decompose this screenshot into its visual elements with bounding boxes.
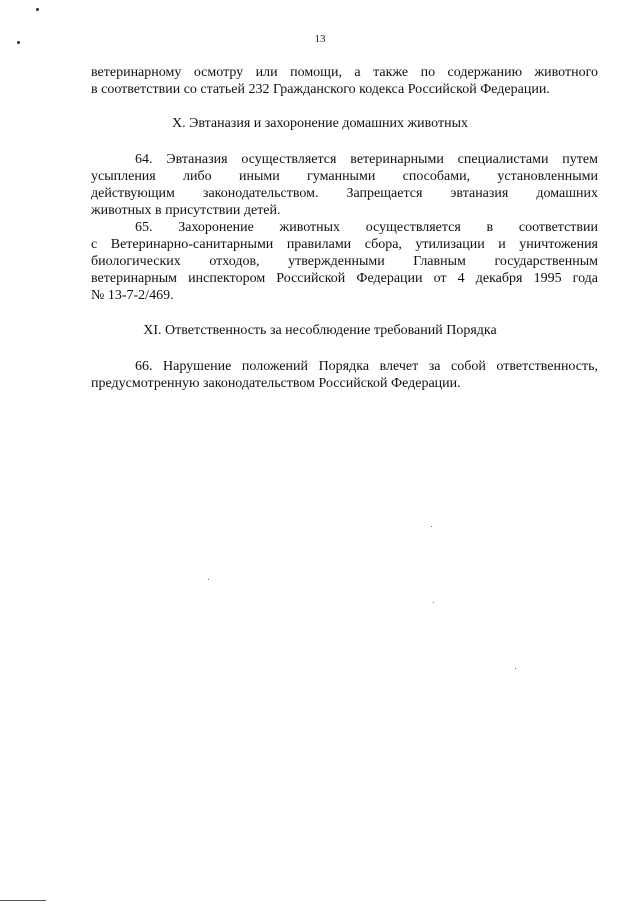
text-line: предусмотренную законодательством Российской Федерации. <box>91 376 461 391</box>
section-heading-xi: XI. Ответственность за несоблюдение требований Порядка <box>143 323 497 338</box>
section-heading-x: X. Эвтаназия и захоронение домашних животных <box>171 116 468 131</box>
scan-speck <box>433 602 434 603</box>
scan-speck <box>515 668 516 669</box>
text-line: усыпления либо иными гуманными способами, установленными <box>91 169 598 184</box>
text-line: животных в присутствии детей. <box>91 203 281 218</box>
text-line: 66. Нарушение положений Порядка влечет за собой ответственность, <box>135 359 598 374</box>
paragraph-continuation <box>91 64 598 98</box>
scan-speck <box>36 8 39 11</box>
text-line: действующим законодательством. Запрещается эвтаназия домашних <box>91 186 598 201</box>
text-line: 65. Захоронение животных осуществляется в соответствии <box>135 220 598 235</box>
text-line: с Ветеринарно-санитарными правилами сбора, утилизации и уничтожения <box>91 237 598 252</box>
text-line: № 13-7-2/469. <box>91 288 174 303</box>
text-line: ветеринарному осмотру или помощи, а также по содержанию животного <box>91 65 598 80</box>
text-line: биологических отходов, утвержденными Главным государственным <box>91 254 598 269</box>
text-line: 64. Эвтаназия осуществляется ветеринарными специалистами путем <box>135 152 598 167</box>
paragraph-64 <box>91 151 598 219</box>
page-number: 13 <box>314 33 326 45</box>
text-line: ветеринарным инспектором Российской Федерации от 4 декабря 1995 года <box>91 271 598 286</box>
text-line: в соответствии со статьей 232 Гражданского кодекса Российской Федерации. <box>91 82 550 97</box>
scan-speck <box>208 579 209 580</box>
paragraph-65 <box>91 219 598 304</box>
scan-speck <box>431 526 432 527</box>
scan-edge-mark <box>0 900 46 901</box>
paragraph-66 <box>91 358 598 392</box>
